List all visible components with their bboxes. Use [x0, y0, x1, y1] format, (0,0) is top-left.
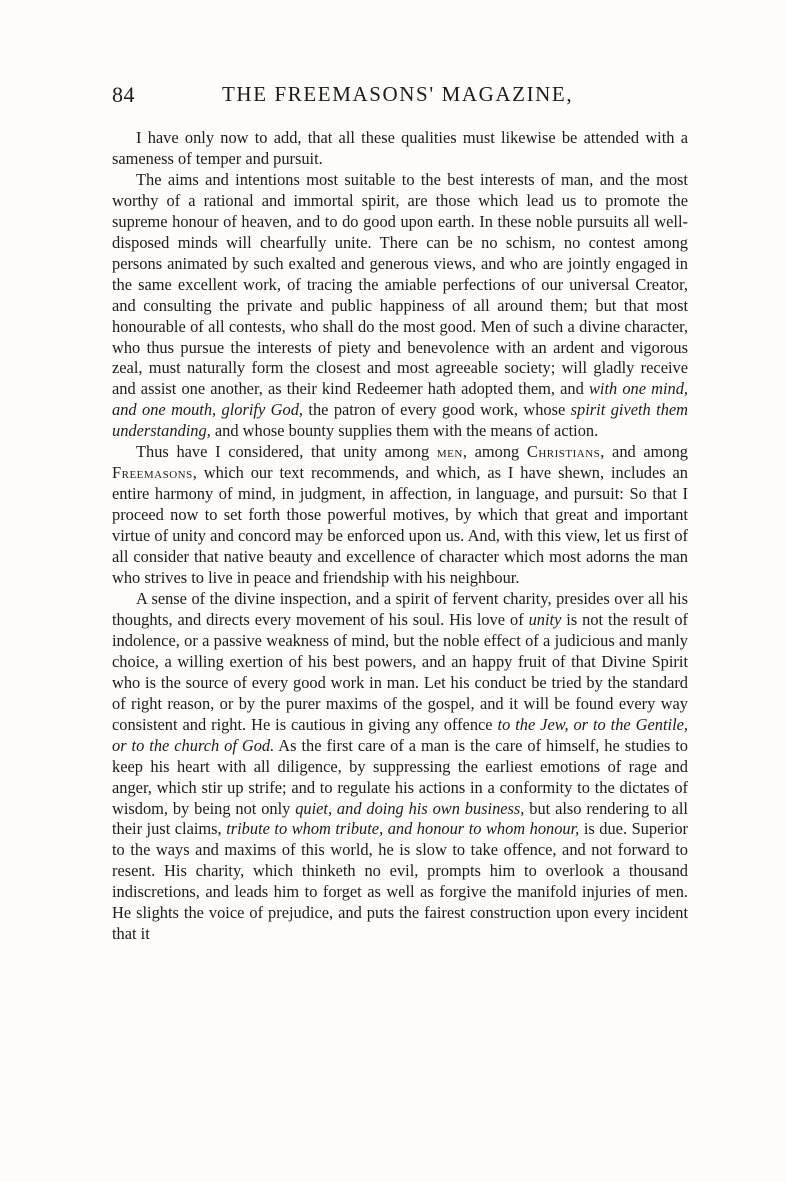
smallcaps-text: Christians: [526, 442, 601, 462]
text-run: As the first care of a man is the care of himself, he studies to keep his heart with all diligence, by suppressing the earliest emotions of rage and anger, which stir up strife; and to regulate his actions in a conformity to the dictates of wisdom, by being not only: [112, 735, 688, 818]
text-run: I have only now to add, that all these qualities must likewise be attended with a sameness of temper and pursuit.: [112, 128, 688, 168]
text-run: Thus have I considered, that unity among: [136, 442, 437, 462]
smallcaps-text: men: [436, 442, 463, 462]
italic-text: quiet, and doing his own business,: [295, 798, 525, 818]
text-run: The aims and intentions most suitable to the best interests of man, and the most worthy of a rational and immortal spirit, are those which lead us to promote the supreme honour of heaven, and to do good upon earth. In these noble pursuits all well-disposed minds will chearfully unite. There can be no schism, no contest among persons animated by such exalted and generous views, and who are jointly engaged in the same excellent work, of tracing the amiable perfections of our universal Creator, and consulting the private and public happiness of all around them; but that most honourable of all contests, who shall do the most good. Men of such a divine character, who thus pursue the interests of piety and benevolence with an ardent and vigorous zeal, must naturally form the closest and most agreeable society; will gladly receive and assist one another, as their kind Redeemer hath adopted them, and: [112, 169, 688, 399]
text-run: , which our text recommends, and which, as I have shewn, includes an entire harmony of mind, in judgment, in affection, in language, and pursuit: So that I proceed now to set forth those powerful motives, by which that great and important virtue of unity and concord may be enforced upon us. And, with this view, let us first of all consider that native beauty and excellence of character which most adorns the man who strives to live in peace and friendship with his neighbour.: [112, 463, 688, 588]
italic-text: unity: [528, 609, 562, 629]
text-run: is due. Superior to the ways and maxims of this world, he is slow to take offence, and not forward to resent. His charity, which thinketh no evil, prompts him to overlook a thousand indiscretions, and leads him to forget as well as forgive the manifold injuries of men. He slights the voice of prejudice, and puts the fairest construction upon every incident that it: [112, 819, 689, 944]
paragraph: [112, 170, 688, 442]
page-number: 84: [112, 82, 135, 107]
paragraph: [112, 442, 688, 589]
text-run: but also rendering to all their just claims,: [112, 798, 688, 839]
italic-text: spirit giveth them understanding,: [112, 400, 689, 441]
page-header: [112, 82, 688, 112]
running-title: THE FREEMASONS' MAGAZINE,: [222, 82, 574, 106]
italic-text: tribute to whom tribute, and honour to whom honour,: [226, 819, 580, 839]
text-run: and whose bounty supplies them with the means of action.: [210, 421, 599, 441]
italic-text: to the Jew, or to the Gentile, or to the church of God.: [112, 714, 688, 755]
text-run: the patron of every good work, whose: [303, 400, 571, 420]
paragraph: [112, 128, 688, 170]
text-run: , and among: [600, 442, 689, 462]
text-run: , among: [462, 442, 527, 462]
article-body: [112, 128, 688, 945]
italic-text: with one mind, and one mouth, glorify God,: [112, 379, 688, 420]
smallcaps-text: Freemasons: [112, 463, 193, 483]
paragraph: [112, 589, 688, 945]
text-run: is not the result of indolence, or a passive weakness of mind, but the noble effect of a judicious and manly choice, a willing exertion of his best powers, and an happy fruit of that Divine Spirit who is the source of every good work in man. Let his conduct be tried by the standard of right reason, or by the purer maxims of the gospel, and it will be found every way consistent and right. He is cautious in giving any offence: [112, 609, 688, 734]
text-run: A sense of the divine inspection, and a spirit of fervent charity, presides over all his thoughts, and directs every movement of his soul. His love of: [112, 588, 688, 629]
